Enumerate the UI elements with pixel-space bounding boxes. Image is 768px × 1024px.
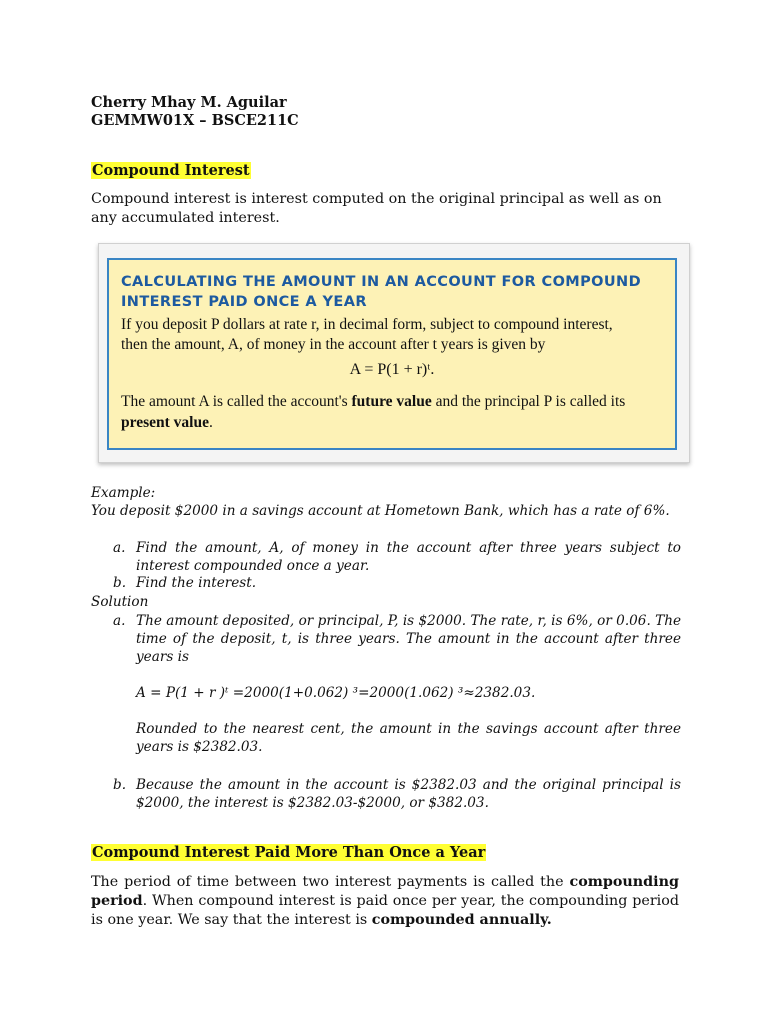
compounding-period-term: compounding period (91, 874, 679, 909)
compounding-period-paragraph (91, 873, 679, 930)
section-heading-compound-interest (91, 160, 251, 179)
question-a-label: a. (113, 540, 126, 556)
formula-box (107, 258, 677, 450)
future-value-term: future value (351, 393, 432, 410)
author-name: Cherry Mhay M. Aguilar (91, 94, 287, 111)
section-heading-more-than-once (91, 842, 486, 861)
box-description (121, 315, 671, 355)
para-text-2: . When compound interest is paid once per year, the compounding period is one year. We say that the interest is (91, 893, 679, 928)
solution-a-label: a. (113, 613, 126, 629)
box-text-line-1: If you deposit P dollars at rate r, in decimal form, subject to compound interest, (121, 316, 613, 333)
solution-a-formula: A = P(1 + r )ᵗ =2000(1+0.062) ³=2000(1.062) ³≈2382.03. (136, 685, 536, 701)
solution-b-text: Because the amount in the account is $2382.03 and the original principal is $2000, the interest is $2382.03-$2000, or $382.03. (136, 777, 681, 811)
example-label: Example: (91, 485, 156, 501)
question-b-label: b. (113, 575, 127, 591)
footer-text-2: and the principal P is called its (431, 393, 626, 410)
box-title-line-2: INTEREST PAID ONCE A YEAR (121, 294, 367, 310)
example-prompt: You deposit $2000 in a savings account at Hometown Bank, which has a rate of 6%. (91, 503, 670, 519)
solution-a-rounded: Rounded to the nearest cent, the amount in the savings account after three years is $2382.03. (136, 721, 681, 755)
solution-label: Solution (91, 594, 149, 610)
footer-text-1: The amount A is called the account's (121, 393, 352, 410)
formula-box-figure (98, 243, 690, 463)
box-title-line-1: CALCULATING THE AMOUNT IN AN ACCOUNT FOR COMPOUND (121, 274, 642, 290)
box-title (121, 272, 661, 312)
present-value-term: present value (121, 414, 209, 431)
compounded-annually-term: compounded annually. (371, 912, 552, 928)
compound-interest-definition: Compound interest is interest computed on the original principal as well as on any accumulated interest. (91, 191, 662, 226)
question-a-text: Find the amount, A, of money in the account after three years subject to interest compounded once a year. (136, 540, 681, 574)
compound-interest-formula: A = P(1 + r)ᵗ. (349, 361, 435, 378)
solution-b-label: b. (113, 777, 127, 793)
para-text-1: The period of time between two interest payments is called the (91, 874, 570, 890)
solution-a-text: The amount deposited, or principal, P, is $2000. The rate, r, is 6%, or 0.06. The time of the deposit, t, is three years. The amount in the account after three years is (136, 613, 681, 665)
course-code: GEMMW01X – BSCE211C (91, 112, 299, 129)
question-b-text: Find the interest. (136, 575, 257, 591)
heading-text: Compound Interest (92, 162, 250, 179)
footer-period: . (208, 414, 213, 431)
box-text-line-2: then the amount, A, of money in the account after t years is given by (121, 336, 546, 353)
box-footer (121, 391, 671, 433)
heading-text: Compound Interest Paid More Than Once a Year (92, 844, 486, 861)
